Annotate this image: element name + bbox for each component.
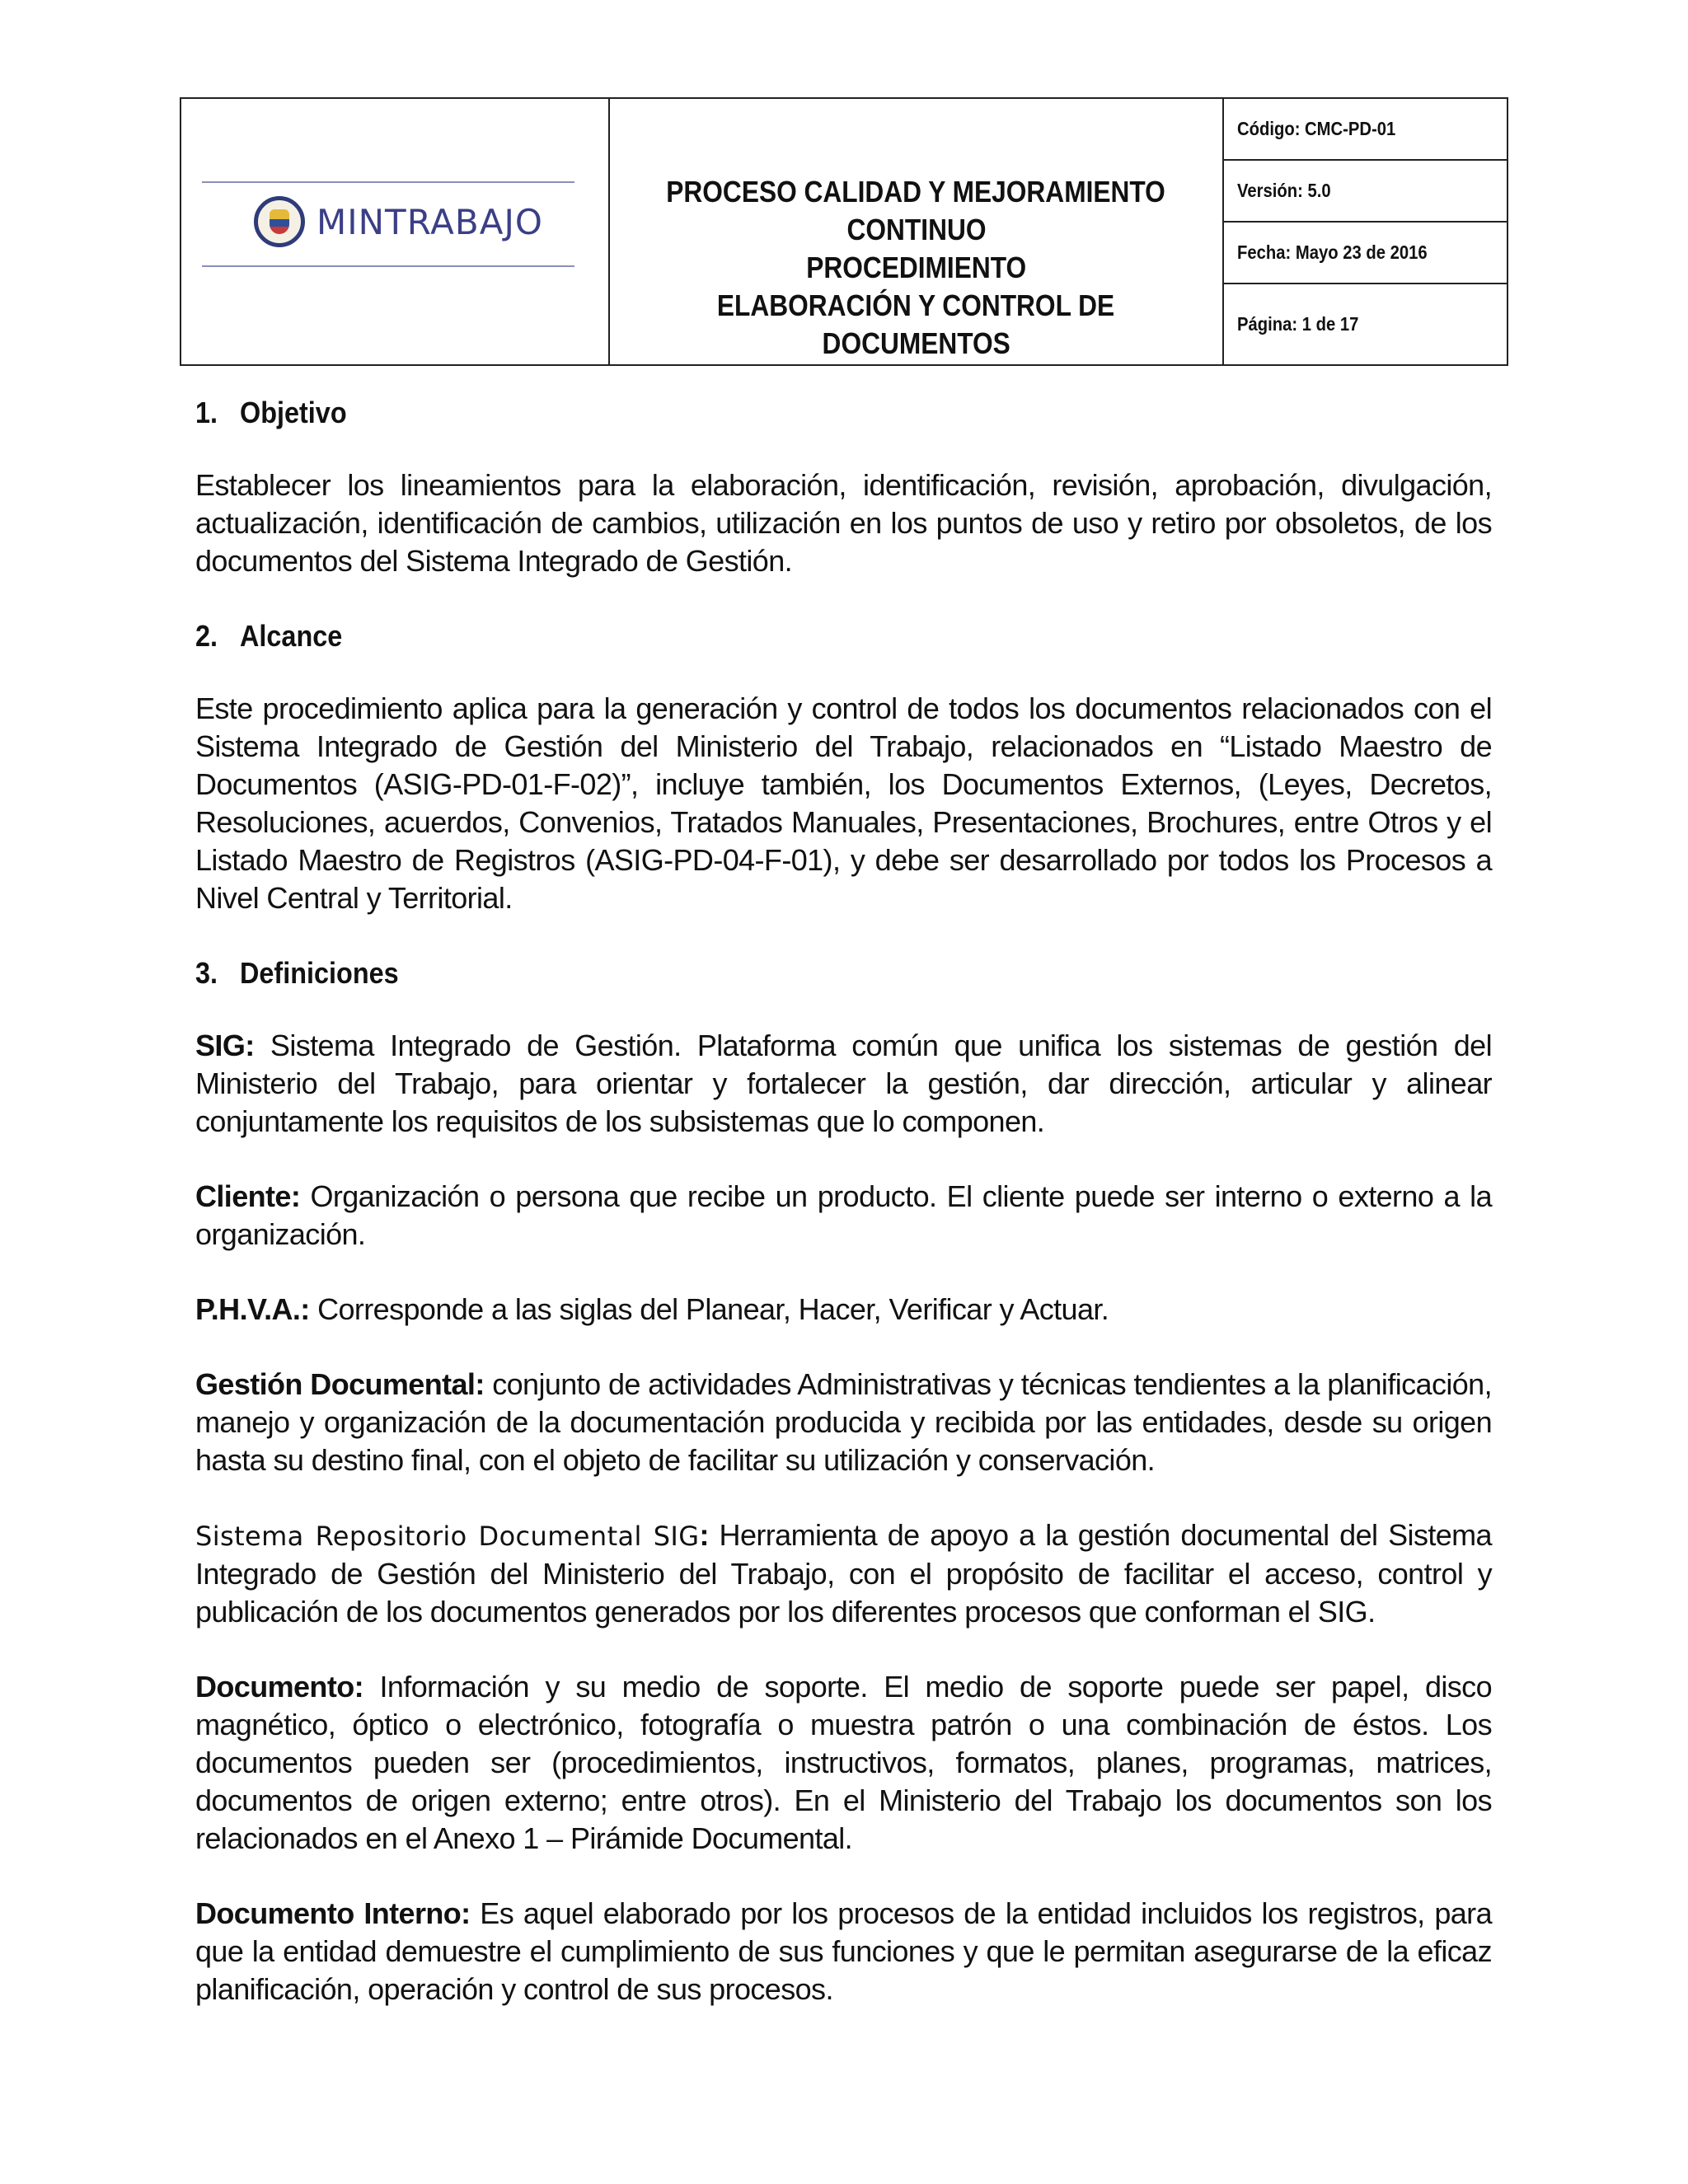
meta-version: Versión: 5.0 <box>1224 161 1507 223</box>
definition-repositorio <box>195 1516 1492 1631</box>
meta-pagina: Página: 1 de 17 <box>1237 313 1359 335</box>
definition-text: Corresponde a las siglas del Planear, Hacer, Verificar y Actuar. <box>309 1292 1109 1326</box>
definition-term: Documento Interno: <box>195 1896 471 1930</box>
logo-rule-bottom <box>202 265 574 267</box>
definition-text: Es aquel elaborado por los procesos de la entidad incluidos los registros, para que la entidad demuestre el cumplimiento de sus funciones y que le permitan asegurarse de la eficaz planificación, operación y control de sus procesos. <box>195 1896 1492 2006</box>
document-header-table <box>180 97 1508 366</box>
definition-term: SIG: <box>195 1029 255 1062</box>
logo-cell <box>181 99 610 364</box>
document-title-cell <box>610 99 1224 364</box>
definition-term: Cliente: <box>195 1179 301 1213</box>
definition-text: conjunto de actividades Administrativas y técnicas tendientes a la planificación, manejo y organización de la documentación producida y recibida por las entidades, desde su origen hasta su destino final, con el objeto de facilitar su utilización y conservación. <box>195 1367 1492 1477</box>
definition-term: P.H.V.A.: <box>195 1292 310 1326</box>
colombia-seal-icon <box>254 196 305 247</box>
meta-codigo: Código: CMC-PD-01 <box>1224 99 1507 161</box>
definition-term: Documento: <box>195 1670 363 1704</box>
section-heading-objetivo: 1. Objetivo <box>195 396 347 429</box>
document-body <box>195 394 1492 2008</box>
meta-fecha: Fecha: Mayo 23 de 2016 <box>1224 223 1507 284</box>
definition-text: Información y su medio de soporte. El medio de soporte puede ser papel, disco magnético, óptico o electrónico, fotografía o muestra patrón o una combinación de éstos. Los documentos pueden ser (procedimientos, instructivos, formatos, planes, programas, matrices, documentos de origen externo; entre otros). En el Ministerio del Trabajo los documentos son los relacionados en el Anexo 1 – Pirámide Documental. <box>195 1670 1492 1855</box>
objetivo-text: Establecer los lineamientos para la elaboración, identificación, revisión, aprobación, divulgación, actualización, identificación de cambios, utilización en los puntos de uso y retiro por obsoletos, de los documentos del Sistema Integrado de Gestión. <box>195 468 1492 578</box>
definition-gestion-documental <box>195 1366 1492 1479</box>
title-line-1: PROCESO CALIDAD Y MEJORAMIENTO <box>666 175 1166 209</box>
title-line-4: ELABORACIÓN Y CONTROL DE <box>717 288 1115 322</box>
definition-text: Organización o persona que recibe un producto. El cliente puede ser interno o externo a la organización. <box>195 1179 1492 1251</box>
title-line-3: PROCEDIMIENTO <box>806 251 1026 284</box>
logo-rule-top <box>202 181 574 183</box>
section-heading-definiciones: 3. Definiciones <box>195 956 399 990</box>
definition-sig <box>195 1027 1492 1141</box>
definition-documento-interno <box>195 1895 1492 2008</box>
definition-text: Sistema Integrado de Gestión. Plataforma común que unifica los sistemas de gestión del Ministerio del Trabajo, para orientar y fortalecer la gestión, dar dirección, articular y alinear conjuntamente los requisitos de los subsistemas que lo componen. <box>195 1029 1492 1138</box>
section-heading-alcance: 2. Alcance <box>195 619 343 653</box>
definition-text: Herramienta de apoyo a la gestión documental del Sistema Integrado de Gestión del Ministerio del Trabajo, con el propósito de facilitar el acceso, control y publicación de los documentos generados por los diferentes procesos que conforman el SIG. <box>195 1518 1492 1629</box>
definition-term: Gestión Documental: <box>195 1367 485 1401</box>
title-line-5: DOCUMENTOS <box>822 326 1010 360</box>
document-meta-cell <box>1224 99 1507 364</box>
alcance-text: Este procedimiento aplica para la generación y control de todos los documentos relacionados con el Sistema Integrado de Gestión del Ministerio del Trabajo, relacionados en “Listado Maestro de Documentos (ASIG-PD-01-F-02)”, incluye también, los Documentos Externos, (Leyes, Decretos, Resoluciones, acuerdos, Convenios, Tratados Manuales, Presentaciones, Brochures, entre Otros y el Listado Maestro de Registros (ASIG-PD-04-F-01), y debe ser desarrollado por todos los Procesos a Nivel Central y Territorial. <box>195 691 1492 915</box>
mintrabajo-logo <box>254 196 543 247</box>
definition-term: Sistema Repositorio Documental SIG <box>195 1521 700 1552</box>
definition-phva <box>195 1291 1492 1329</box>
title-line-2: CONTINUO <box>846 213 986 246</box>
definition-documento <box>195 1668 1492 1858</box>
logo-text: MINTRABAJO <box>316 201 543 242</box>
definition-term-colon: : <box>699 1518 709 1552</box>
definition-cliente <box>195 1178 1492 1254</box>
